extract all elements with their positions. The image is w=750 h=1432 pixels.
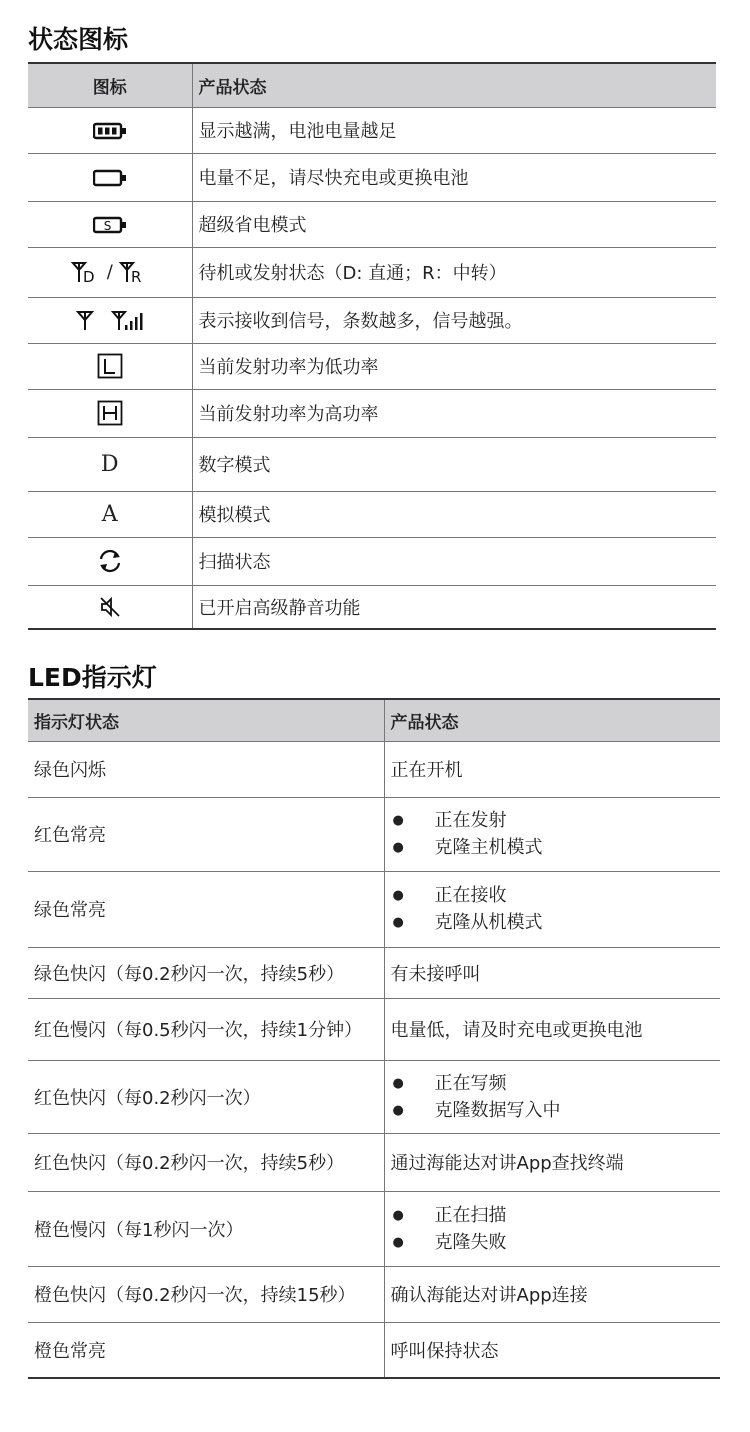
signal-bars-icon <box>111 309 145 331</box>
list-item: ● 正在写频 <box>391 1070 721 1097</box>
icon-desc: 电量不足，请尽快充电或更换电池 <box>192 153 716 201</box>
table-row <box>28 1266 720 1322</box>
led-status: 确认海能达对讲App连接 <box>384 1266 720 1322</box>
list-item: ● 克隆从机模式 <box>391 909 721 936</box>
battery-full-icon <box>93 122 127 140</box>
icon-desc: 已开启高级静音功能 <box>192 585 716 629</box>
icon-cell <box>28 297 192 343</box>
table-row <box>28 297 716 343</box>
list-item: ● 正在接收 <box>391 882 721 909</box>
table-row <box>28 201 716 247</box>
table-header-row <box>28 63 716 107</box>
led-state: 红色常亮 <box>28 797 384 871</box>
table-row <box>28 247 716 297</box>
icon-desc: 待机或发射状态（D: 直通；R：中转） <box>192 247 716 297</box>
status-section-title: 状态图标 <box>28 25 129 54</box>
icon-cell <box>28 585 192 629</box>
table-row <box>28 437 716 491</box>
list-item: ● 正在扫描 <box>391 1202 721 1229</box>
digital-mode-icon: D <box>100 451 119 477</box>
table-row <box>28 998 720 1060</box>
icon-desc: 显示越满，电池电量越足 <box>192 107 716 153</box>
antenna-d-icon <box>71 260 101 284</box>
status-icon-table <box>28 62 716 630</box>
led-state: 橙色慢闪（每1秒闪一次） <box>28 1191 384 1266</box>
icon-desc: 扫描状态 <box>192 537 716 585</box>
led-state: 橙色快闪（每0.2秒闪一次，持续15秒） <box>28 1266 384 1322</box>
table-row <box>28 585 716 629</box>
low-power-icon <box>97 353 123 379</box>
table-header-row <box>28 699 720 741</box>
header-led-state: 指示灯状态 <box>28 699 384 741</box>
led-status <box>384 871 720 947</box>
icon-cell <box>28 201 192 247</box>
table-row <box>28 153 716 201</box>
battery-saver-icon <box>93 216 127 234</box>
led-status: 呼叫保持状态 <box>384 1322 720 1378</box>
led-status: 通过海能达对讲App查找终端 <box>384 1133 720 1191</box>
table-row <box>28 741 720 797</box>
led-status: 电量低，请及时充电或更换电池 <box>384 998 720 1060</box>
led-state: 绿色闪烁 <box>28 741 384 797</box>
table-row <box>28 389 716 437</box>
table-row <box>28 107 716 153</box>
antenna-r-icon <box>119 260 149 284</box>
status-list <box>391 882 721 936</box>
icon-desc: 当前发射功率为高功率 <box>192 389 716 437</box>
icon-separator: / <box>106 261 113 283</box>
table-row <box>28 1322 720 1378</box>
svg-text:R: R <box>130 268 141 284</box>
list-item: ● 克隆主机模式 <box>391 834 721 861</box>
led-status <box>384 1191 720 1266</box>
header-icon: 图标 <box>28 63 192 107</box>
table-row <box>28 1191 720 1266</box>
led-state: 红色慢闪（每0.5秒闪一次，持续1分钟） <box>28 998 384 1060</box>
high-power-icon <box>97 400 123 426</box>
icon-cell <box>28 537 192 585</box>
led-state: 红色快闪（每0.2秒闪一次，持续5秒） <box>28 1133 384 1191</box>
header-product-status: 产品状态 <box>384 699 720 741</box>
led-indicator-table <box>28 698 720 1379</box>
icon-cell <box>28 437 192 491</box>
icon-cell <box>28 247 192 297</box>
list-item: ● 克隆失败 <box>391 1229 721 1256</box>
table-row <box>28 1060 720 1133</box>
svg-text:S: S <box>103 218 112 233</box>
led-section-title: LED指示灯 <box>28 663 157 692</box>
svg-text:D: D <box>82 268 95 284</box>
mute-icon <box>98 595 122 619</box>
scan-icon <box>96 548 124 574</box>
analog-mode-icon: A <box>101 501 118 527</box>
icon-cell <box>28 491 192 537</box>
icon-desc: 当前发射功率为低功率 <box>192 343 716 389</box>
table-row <box>28 797 720 871</box>
table-row <box>28 537 716 585</box>
battery-empty-icon <box>93 169 127 187</box>
led-status <box>384 1060 720 1133</box>
header-status: 产品状态 <box>192 63 716 107</box>
antenna-direct-relay-icon <box>71 260 149 284</box>
led-status <box>384 797 720 871</box>
table-row <box>28 1133 720 1191</box>
table-row <box>28 491 716 537</box>
led-state: 红色快闪（每0.2秒闪一次） <box>28 1060 384 1133</box>
icon-desc: 数字模式 <box>192 437 716 491</box>
antenna-signal-icon <box>75 309 145 331</box>
status-list <box>391 1202 721 1256</box>
antenna-icon <box>75 309 97 331</box>
status-list <box>391 1070 721 1124</box>
led-state: 绿色常亮 <box>28 871 384 947</box>
led-state: 绿色快闪（每0.2秒闪一次，持续5秒） <box>28 947 384 998</box>
led-state: 橙色常亮 <box>28 1322 384 1378</box>
icon-desc: 表示接收到信号，条数越多，信号越强。 <box>192 297 716 343</box>
table-row <box>28 343 716 389</box>
list-item: ● 正在发射 <box>391 807 721 834</box>
led-status: 有未接呼叫 <box>384 947 720 998</box>
icon-cell <box>28 343 192 389</box>
status-list <box>391 807 721 861</box>
list-item: ● 克隆数据写入中 <box>391 1097 721 1124</box>
table-row <box>28 947 720 998</box>
led-status: 正在开机 <box>384 741 720 797</box>
icon-desc: 模拟模式 <box>192 491 716 537</box>
icon-cell <box>28 107 192 153</box>
icon-cell <box>28 153 192 201</box>
icon-cell <box>28 389 192 437</box>
icon-desc: 超级省电模式 <box>192 201 716 247</box>
table-row <box>28 871 720 947</box>
